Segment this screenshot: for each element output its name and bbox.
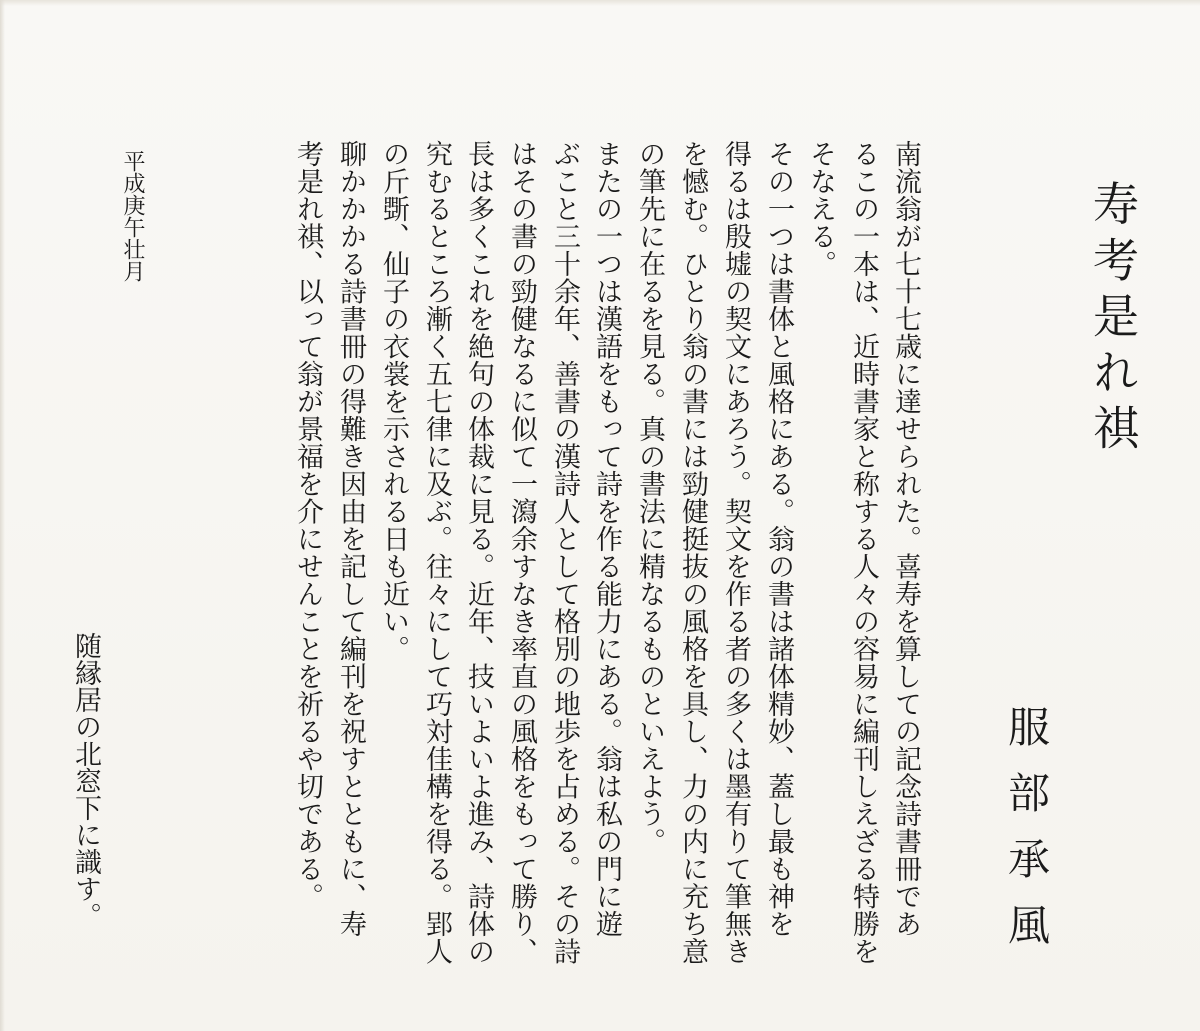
body-line: を憾む。ひとり翁の書には勁健挺抜の風格を具し、力の内に充ち意: [677, 140, 708, 965]
body-line: 考是れ祺、以って翁が景福を介にせんことを祈るや切である。: [292, 140, 323, 910]
body-line: ぶこと三十余年、善書の漢詩人として格別の地歩を占める。その詩: [549, 140, 580, 965]
body-line: 聊かかかる詩書冊の得難き因由を記して編刊を祝すとともに、寿: [335, 140, 366, 938]
date-line: 平成庚午壮月: [120, 150, 145, 282]
document-title: 寿考是れ祺: [1086, 180, 1140, 460]
page-edge-shadow: [0, 0, 1200, 6]
body-line: 長は多くこれを絶句の体裁に見る。近年、技いよいよ進み、詩体の: [463, 140, 494, 965]
body-line: るこの一本は、近時書家と称する人々の容易に編刊しえざる特勝を: [848, 140, 879, 965]
body-line: 得るは殷墟の契文にあろう。契文を作る者の多くは墨有りて筆無き: [720, 140, 751, 965]
body-line: の斤斲、仙子の衣裳を示される日も近い。: [378, 140, 409, 663]
author-name: 服部承風: [1002, 705, 1051, 969]
body-line: またの一つは漢語をもって詩を作る能力にある。翁は私の門に遊: [591, 140, 622, 938]
body-line: そなえる。: [805, 140, 836, 278]
body-line: はその書の勁健なるに似て一瀉余すなき率直の風格をもって勝り、: [506, 140, 537, 965]
body-line: 究むるところ漸く五七律に及ぶ。往々にして巧対佳構を得る。郢人: [421, 140, 452, 965]
body-line: 南流翁が七十七歳に達せられた。喜寿を算しての記念詩書冊であ: [890, 140, 921, 938]
page-edge-shadow-left: [0, 0, 5, 1031]
body-line: その一つは書体と風格にある。翁の書は諸体精妙、蓋し最も神を: [763, 140, 794, 938]
body-line: の筆先に在るを見る。真の書法に精なるものといえよう。: [634, 140, 665, 855]
signature-line: 随縁居の北窓下に識す。: [70, 632, 101, 929]
